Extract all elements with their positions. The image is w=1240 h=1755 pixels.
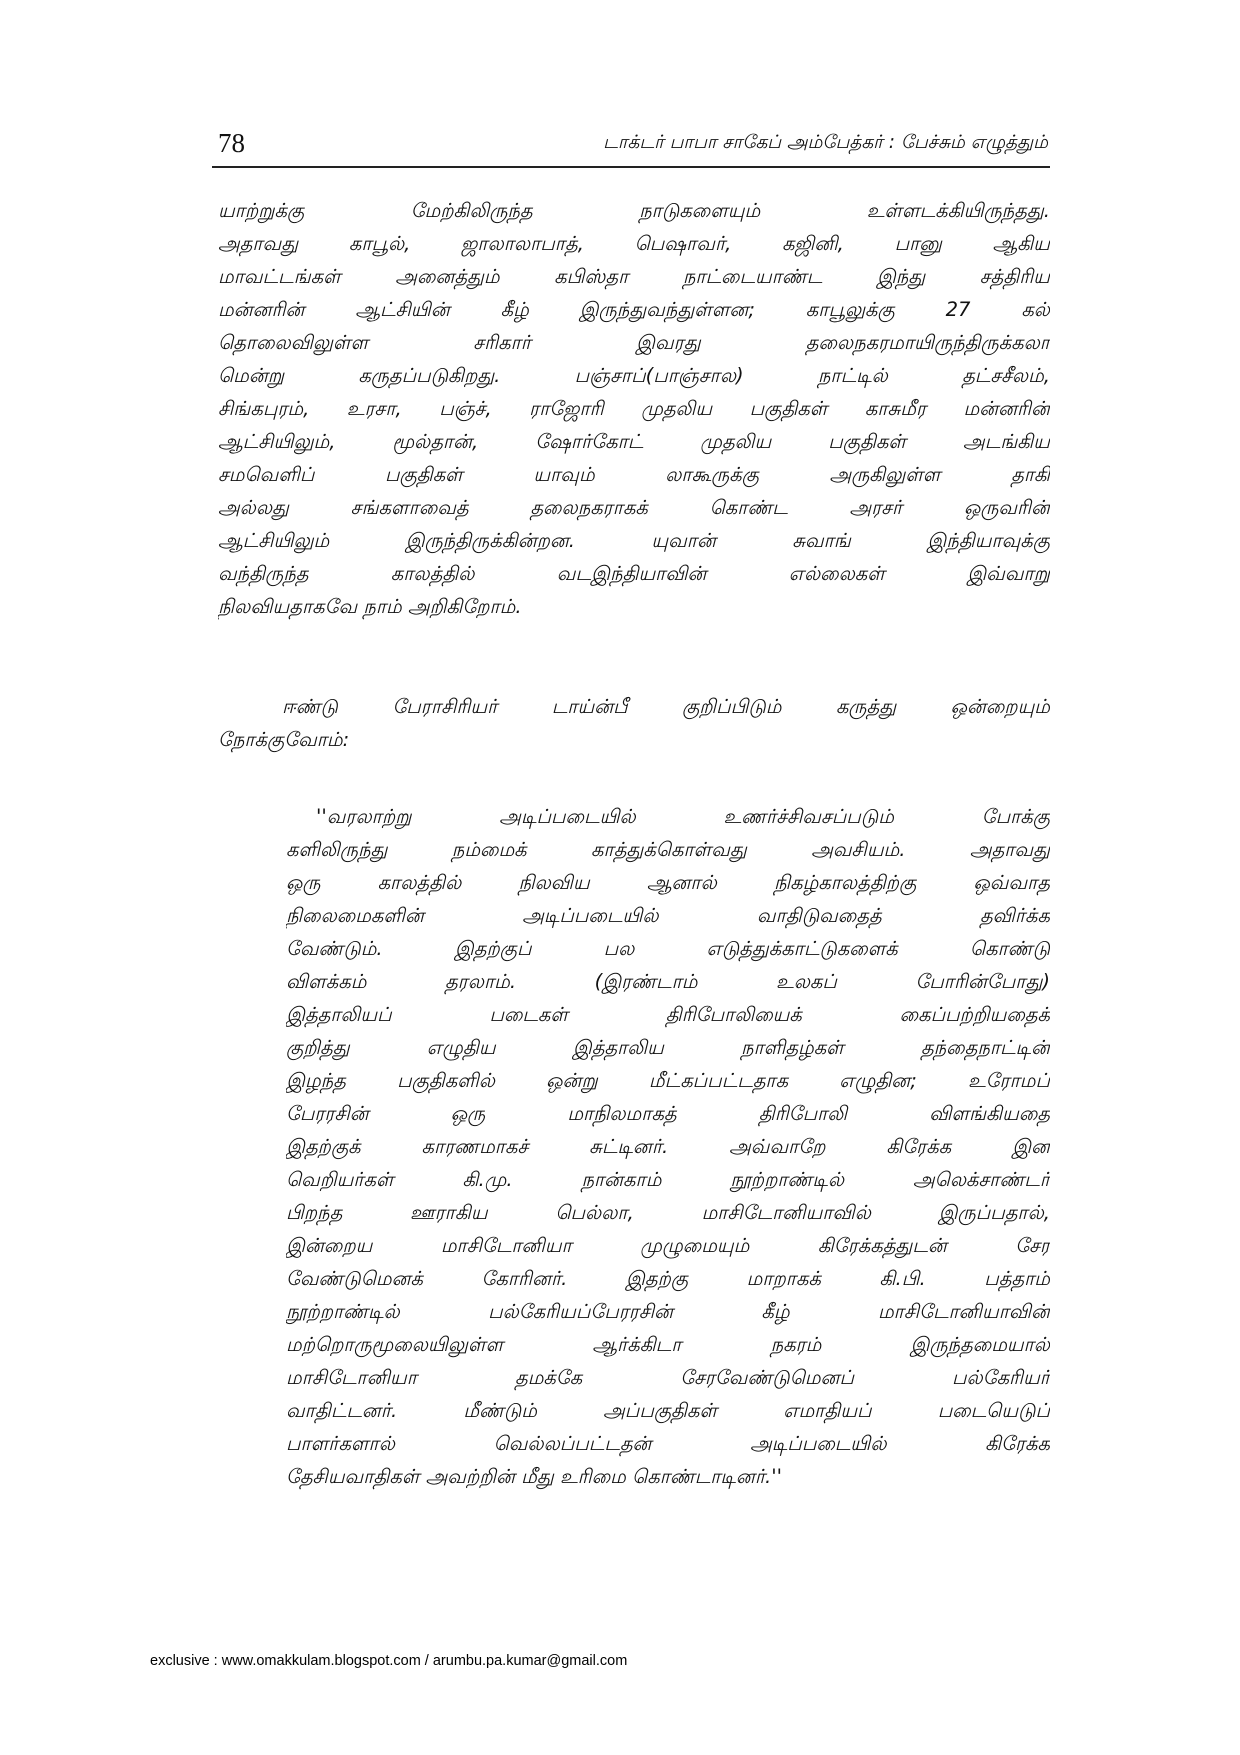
quote-line: வேண்டுமெனக் கோரினர். இதற்கு மாறாகக் கி.பி. பத்தாம் <box>286 1267 1050 1290</box>
text-line: அல்லது சங்களாவைத் தலைநகராகக் கொண்ட அரசர் ஒருவரின் <box>218 496 1050 519</box>
quote-line: தேசியவாதிகள் அவற்றின் மீது உரிமை கொண்டாடினர்.'' <box>286 1465 782 1488</box>
footer-credit: exclusive : www.omakkulam.blogspot.com / arumbu.pa.kumar@gmail.com <box>150 1653 628 1669</box>
text-line: ஆட்சியிலும், மூல்தான், ஷோர்கோட் முதலிய பகுதிகள் அடங்கிய <box>218 430 1050 453</box>
quote-line: மாசிடோனியா தமக்கே சேரவேண்டுமெனப் பல்கேரியர் <box>286 1366 1050 1389</box>
quote-line: பிறந்த ஊராகிய பெல்லா, மாசிடோனியாவில் இருப்பதால், <box>286 1201 1050 1224</box>
page-number: 78 <box>218 128 245 158</box>
quote-line: இத்தாலியப் படைகள் திரிபோலியைக் கைப்பற்றியதைக் <box>286 1003 1050 1026</box>
text-line: மென்று கருதப்படுகிறது. பஞ்சாப்(பாஞ்சால) நாட்டில் தட்சசீலம், <box>218 364 1050 387</box>
quote-line: வெறியர்கள் கி.மு. நான்காம் நூற்றாண்டில் அலெக்சாண்டர் <box>286 1168 1050 1191</box>
quote-line: நிலைமைகளின் அடிப்படையில் வாதிடுவதைத் தவிர்க்க <box>286 904 1050 927</box>
block-quote <box>286 800 1050 1493</box>
text-line: சமவெளிப் பகுதிகள் யாவும் லாகூருக்கு அருகிலுள்ள தாகி <box>218 463 1050 486</box>
text-line: யாற்றுக்கு மேற்கிலிருந்த நாடுகளையும் உள்ளடக்கியிருந்தது. <box>218 199 1050 222</box>
quote-line: இழந்த பகுதிகளில் ஒன்று மீட்கப்பட்டதாக எழுதின; உரோமப் <box>286 1069 1050 1092</box>
quote-line: இதற்குக் காரணமாகச் சுட்டினர். அவ்வாறே கிரேக்க இன <box>286 1135 1050 1158</box>
quote-line: ''வரலாற்று அடிப்படையில் உணர்ச்சிவசப்படும் போக்கு <box>316 805 1050 828</box>
quote-line: வாதிட்டனர். மீண்டும் அப்பகுதிகள் எமாதியப் படையெடுப் <box>286 1399 1050 1422</box>
text-line: தொலைவிலுள்ள சரிகார் இவரது தலைநகரமாயிருந்திருக்கலா <box>218 331 1050 354</box>
text-line: நோக்குவோம்: <box>218 728 350 751</box>
text-line: சிங்கபுரம், உரசா, பஞ்ச், ராஜோரி முதலிய பகுதிகள் காசுமீர மன்னரின் <box>218 397 1050 420</box>
text-line: நிலவியதாகவே நாம் அறிகிறோம். <box>218 595 522 618</box>
header-rule <box>212 166 1050 168</box>
text-line: மன்னரின் ஆட்சியின் கீழ் இருந்துவந்துள்ளன; காபூலுக்கு 27 கல் <box>218 298 1050 321</box>
quote-line: வேண்டும். இதற்குப் பல எடுத்துக்காட்டுகளைக் கொண்டு <box>286 937 1050 960</box>
quote-line: விளக்கம் தரலாம். (இரண்டாம் உலகப் போரின்போது) <box>286 970 1050 993</box>
text-line: அதாவது காபூல், ஜாலாலாபாத், பெஷாவர், கஜினி, பானு ஆகிய <box>218 232 1050 255</box>
intro-paragraph <box>218 690 1050 756</box>
running-title: டாக்டர் பாபா சாகேப் அம்பேத்கர் : பேச்சும் எழுத்தும் <box>603 132 1048 153</box>
quote-line: இன்றைய மாசிடோனியா முழுமையும் கிரேக்கத்துடன் சேர <box>286 1234 1050 1257</box>
body-paragraph <box>218 194 1050 623</box>
text-line: ஈண்டு பேராசிரியர் டாய்ன்பீ குறிப்பிடும் கருத்து ஒன்றையும் <box>282 695 1050 718</box>
quote-line: பாளர்களால் வெல்லப்பட்டதன் அடிப்படையில் கிரேக்க <box>286 1432 1050 1455</box>
quote-line: பேரரசின் ஒரு மாநிலமாகத் திரிபோலி விளங்கியதை <box>286 1102 1050 1125</box>
page-header <box>212 120 1050 166</box>
quote-line: குறித்து எழுதிய இத்தாலிய நாளிதழ்கள் தந்தைநாட்டின் <box>286 1036 1050 1059</box>
text-line: மாவட்டங்கள் அனைத்தும் கபிஸ்தா நாட்டையாண்ட இந்து சத்திரிய <box>218 265 1050 288</box>
quote-line: நூற்றாண்டில் பல்கேரியப்பேரரசின் கீழ் மாசிடோனியாவின் <box>286 1300 1050 1323</box>
quote-line: மற்றொருமூலையிலுள்ள ஆர்க்கிடா நகரம் இருந்தமையால் <box>286 1333 1050 1356</box>
text-line: வந்திருந்த காலத்தில் வடஇந்தியாவின் எல்லைகள் இவ்வாறு <box>218 562 1050 585</box>
quote-line: ஒரு காலத்தில் நிலவிய ஆனால் நிகழ்காலத்திற்கு ஒவ்வாத <box>286 871 1050 894</box>
text-line: ஆட்சியிலும் இருந்திருக்கின்றன. யுவான் சுவாங் இந்தியாவுக்கு <box>218 529 1050 552</box>
quote-line: களிலிருந்து நம்மைக் காத்துக்கொள்வது அவசியம். அதாவது <box>286 838 1050 861</box>
